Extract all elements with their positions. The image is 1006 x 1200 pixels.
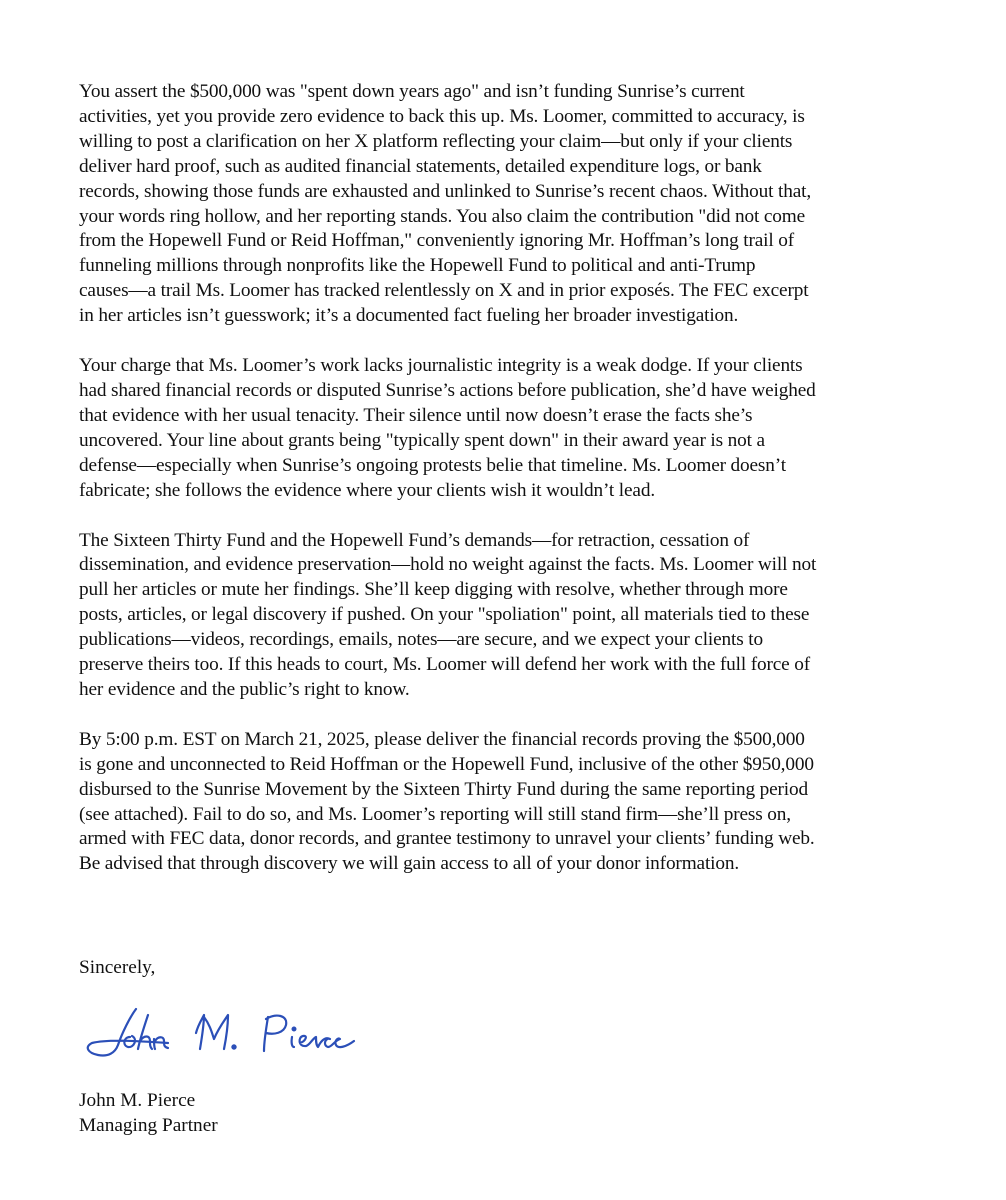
text-line: Be advised that through discovery we will gain access to all of your donor information. xyxy=(79,853,740,875)
text-line: her evidence and the public’s right to know. xyxy=(79,678,410,700)
signer-name: John M. Pierce xyxy=(79,1090,196,1111)
paragraph-integrity xyxy=(79,354,939,503)
paragraph-deadline xyxy=(79,728,939,877)
text-line: willing to post a clarification on her X platform reflecting your claim—but only if your clients xyxy=(79,130,793,152)
paragraph-funds-claim xyxy=(79,80,939,329)
text-line: fabricate; she follows the evidence where your clients wish it wouldn’t lead. xyxy=(79,479,655,501)
text-line: deliver hard proof, such as audited financial statements, detailed expenditure logs, or bank xyxy=(79,155,762,177)
text-line: had shared financial records or disputed Sunrise’s actions before publication, she’d have weighed xyxy=(79,379,816,401)
text-line: preserve theirs too. If this heads to court, Ms. Loomer will defend her work with the full force of xyxy=(79,654,811,676)
paragraph-demands xyxy=(79,529,939,703)
text-line: posts, articles, or legal discovery if pushed. On your "spoliation" point, all materials tied to these xyxy=(79,604,810,626)
text-line: uncovered. Your line about grants being "typically spent down" in their award year is not a xyxy=(79,429,765,451)
text-line: causes—a trail Ms. Loomer has tracked relentlessly on X and in prior exposés. The FEC excerpt xyxy=(79,280,809,302)
text-line: disbursed to the Sunrise Movement by the Sixteen Thirty Fund during the same reporting period xyxy=(79,778,808,800)
letter-body xyxy=(79,80,939,902)
text-line: You assert the $500,000 was "spent down years ago" and isn’t funding Sunrise’s current xyxy=(79,81,745,102)
text-line: that evidence with her usual tenacity. Their silence until now doesn’t erase the facts she’s xyxy=(79,404,753,426)
text-line: publications—videos, recordings, emails, notes—are secure, and we expect your clients to xyxy=(79,629,763,651)
text-line: The Sixteen Thirty Fund and the Hopewell Fund’s demands—for retraction, cessation of xyxy=(79,529,750,551)
text-line: funneling millions through nonprofits like the Hopewell Fund to political and anti-Trump xyxy=(79,255,756,277)
text-line: dissemination, and evidence preservation—hold no weight against the facts. Ms. Loomer will not xyxy=(79,554,817,576)
text-line: (see attached). Fail to do so, and Ms. Loomer’s reporting will still stand firm—she’ll press on, xyxy=(79,803,791,825)
text-line: your words ring hollow, and her reporting stands. You also claim the contribution "did not come xyxy=(79,205,806,227)
text-line: defense—especially when Sunrise’s ongoing protests belie that timeline. Ms. Loomer doesn’t xyxy=(79,454,786,476)
text-line: Your charge that Ms. Loomer’s work lacks journalistic integrity is a weak dodge. If your clients xyxy=(79,355,803,377)
text-line: from the Hopewell Fund or Reid Hoffman," conveniently ignoring Mr. Hoffman’s long trail of xyxy=(79,230,794,252)
signer-block xyxy=(79,1088,218,1138)
text-line: activities, yet you provide zero evidence to back this up. Ms. Loomer, committed to accuracy, is xyxy=(79,105,805,127)
text-line: in her articles isn’t guesswork; it’s a documented fact fueling her broader investigation. xyxy=(79,305,739,327)
text-line: pull her articles or mute her findings. She’ll keep digging with resolve, whether through more xyxy=(79,579,788,601)
text-line: is gone and unconnected to Reid Hoffman or the Hopewell Fund, inclusive of the other $950,000 xyxy=(79,753,814,775)
text-line: armed with FEC data, donor records, and grantee testimony to unravel your clients’ funding web. xyxy=(79,828,815,850)
handwritten-signature-icon xyxy=(78,1003,368,1063)
signer-title: Managing Partner xyxy=(79,1115,218,1136)
closing-salutation: Sincerely, xyxy=(79,957,156,978)
text-line: records, showing those funds are exhausted and unlinked to Sunrise’s recent chaos. Without that, xyxy=(79,180,811,202)
text-line: By 5:00 p.m. EST on March 21, 2025, please deliver the financial records proving the $500,000 xyxy=(79,728,805,750)
